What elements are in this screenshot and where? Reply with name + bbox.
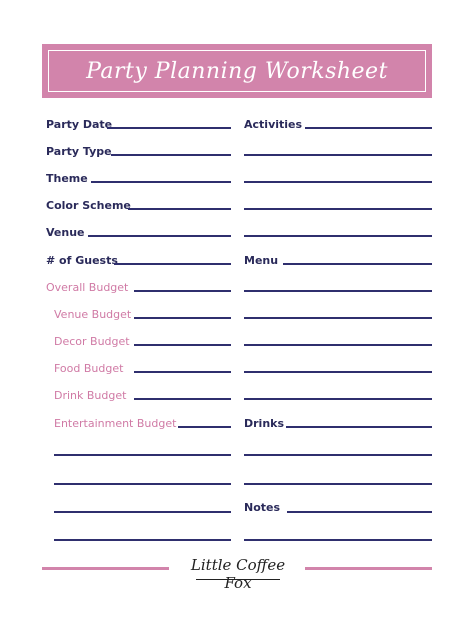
notes-line[interactable] [287, 511, 432, 513]
page-title: Party Planning Worksheet [86, 58, 388, 84]
overall-budget-line[interactable] [134, 290, 231, 292]
field-label: Drink Budget [54, 389, 127, 402]
field-label: Venue Budget [54, 308, 132, 321]
blank-line-left[interactable] [54, 454, 231, 456]
party-date-line[interactable] [107, 127, 231, 129]
footer-rule-right [305, 567, 432, 570]
activities-line[interactable] [244, 208, 432, 210]
field-label: Venue [46, 226, 85, 239]
footer-rule-left [42, 567, 169, 570]
menu-line[interactable] [283, 263, 432, 265]
menu-line[interactable] [244, 290, 432, 292]
menu-line[interactable] [244, 344, 432, 346]
decor-budget-line[interactable] [134, 344, 231, 346]
blank-line-left[interactable] [54, 539, 231, 541]
logo-underline [196, 579, 280, 580]
venue-line[interactable] [88, 235, 231, 237]
color-scheme-line[interactable] [128, 208, 231, 210]
drink-budget-line[interactable] [134, 398, 231, 400]
header-banner [42, 44, 432, 98]
section-label: Drinks [244, 417, 285, 430]
field-label: # of Guests [46, 254, 118, 267]
blank-line-left[interactable] [54, 511, 231, 513]
party-type-line[interactable] [111, 154, 231, 156]
notes-line[interactable] [244, 539, 432, 541]
food-budget-line[interactable] [134, 371, 231, 373]
entertainment-budget-line[interactable] [178, 426, 231, 428]
guests-line[interactable] [114, 263, 231, 265]
activities-line[interactable] [305, 127, 432, 129]
activities-line[interactable] [244, 181, 432, 183]
field-label: Color Scheme [46, 199, 131, 212]
activities-line[interactable] [244, 235, 432, 237]
field-label: Party Date [46, 118, 113, 131]
field-label: Entertainment Budget [54, 417, 177, 430]
section-label: Notes [244, 501, 281, 514]
section-label: Activities [244, 118, 303, 131]
menu-line[interactable] [244, 317, 432, 319]
header-frame [48, 50, 426, 92]
theme-line[interactable] [91, 181, 231, 183]
brand-logo: Little Coffee Fox [190, 556, 286, 592]
drinks-line[interactable] [286, 426, 432, 428]
menu-line[interactable] [244, 371, 432, 373]
activities-line[interactable] [244, 154, 432, 156]
menu-line[interactable] [244, 398, 432, 400]
field-label: Decor Budget [54, 335, 130, 348]
field-label: Food Budget [54, 362, 124, 375]
field-label: Party Type [46, 145, 112, 158]
field-label: Overall Budget [46, 281, 129, 294]
field-label: Theme [46, 172, 88, 185]
venue-budget-line[interactable] [134, 317, 231, 319]
drinks-line[interactable] [244, 454, 432, 456]
section-label: Menu [244, 254, 279, 267]
blank-line-left[interactable] [54, 483, 231, 485]
drinks-line[interactable] [244, 483, 432, 485]
